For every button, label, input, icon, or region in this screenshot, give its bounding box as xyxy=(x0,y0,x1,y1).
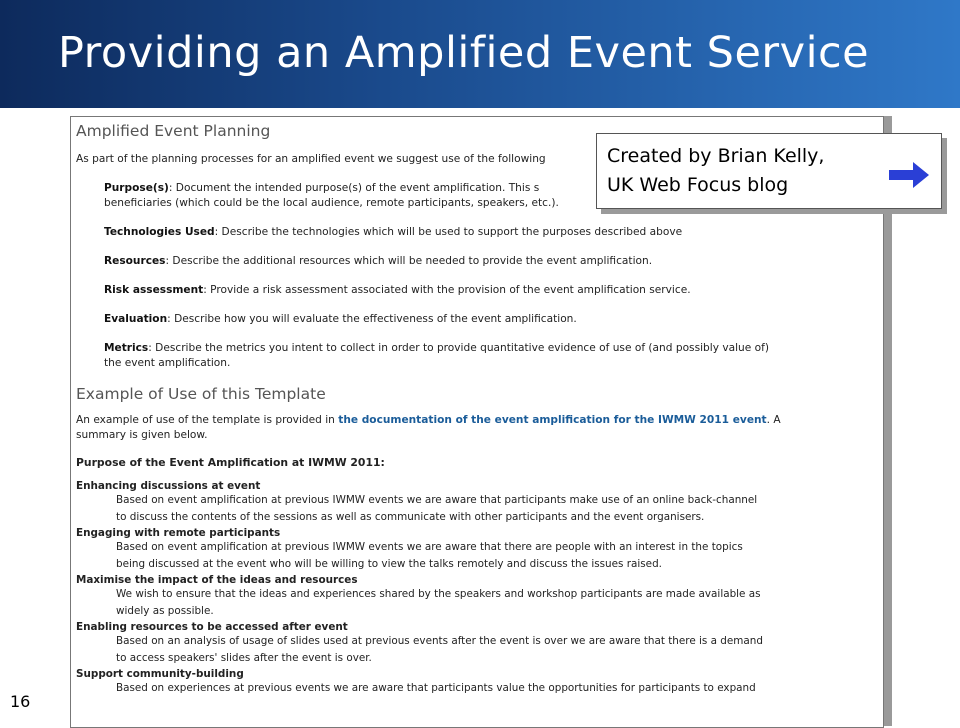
doc-intro: As part of the planning processes for an amplified event we suggest use of the following xyxy=(76,153,546,165)
iwmw-documentation-link[interactable]: the documentation of the event amplification for the IWMW 2011 event xyxy=(338,414,767,426)
purpose-title: Enhancing discussions at event xyxy=(76,480,261,492)
purpose-text: Based on an analysis of usage of slides used at previous events after the event is over we are aware that there is a demand xyxy=(116,635,763,647)
item-text: : Describe how you will evaluate the effectiveness of the event amplification. xyxy=(167,313,577,325)
purpose-text: Based on event amplification at previous IWMW events we are aware that participants make use of an online back-channel xyxy=(116,494,758,506)
doc-heading-purpose: Purpose of the Event Amplification at IWMW 2011: xyxy=(76,456,385,469)
item-label: Risk assessment xyxy=(104,284,204,296)
purpose-text: We wish to ensure that the ideas and experiences shared by the speakers and workshop participants are made available as xyxy=(116,588,761,600)
purpose-section xyxy=(76,667,876,696)
doc-heading-example: Example of Use of this Template xyxy=(76,385,326,403)
purpose-section xyxy=(76,479,876,524)
item-text: : Provide a risk assessment associated with the provision of the event amplification service. xyxy=(203,284,691,296)
example-text: An example of use of the template is provided in xyxy=(76,414,339,426)
purpose-title: Engaging with remote participants xyxy=(76,527,281,539)
purpose-title: Enabling resources to be accessed after event xyxy=(76,621,348,633)
item-label: Evaluation xyxy=(104,313,168,325)
item-text: : Document the intended purpose(s) of the event amplification. This s xyxy=(168,182,540,194)
title-banner xyxy=(0,0,960,108)
purpose-section xyxy=(76,573,876,618)
item-text: : Describe the additional resources which will be needed to provide the event amplification. xyxy=(165,255,653,267)
purpose-text: Based on event amplification at previous IWMW events we are aware that there are people with an interest in the topics xyxy=(116,541,743,553)
purpose-text: Based on experiences at previous events we are aware that participants value the opportunities for participants to expand xyxy=(116,682,756,694)
item-label: Purpose(s) xyxy=(104,182,169,194)
purpose-section xyxy=(76,526,876,571)
item-metrics xyxy=(104,341,876,371)
purpose-text: to discuss the contents of the sessions as well as communicate with other participants and the event organisers. xyxy=(116,510,705,523)
doc-heading-planning: Amplified Event Planning xyxy=(76,122,271,140)
purpose-text: to access speakers' slides after the event is over. xyxy=(116,651,372,664)
item-text: : Describe the metrics you intent to collect in order to provide quantitative evidence of use of (and possibly value of) xyxy=(148,342,769,354)
item-label: Technologies Used xyxy=(104,226,215,238)
purpose-text: being discussed at the event who will be willing to view the talks remotely and discuss the issues raised. xyxy=(116,557,662,570)
example-text-end: . A xyxy=(766,414,781,426)
item-evaluation xyxy=(104,312,876,327)
purpose-title: Maximise the impact of the ideas and resources xyxy=(76,574,358,586)
purpose-title: Support community-building xyxy=(76,668,244,680)
item-text-cont: the event amplification. xyxy=(104,357,231,369)
item-label: Metrics xyxy=(104,342,149,354)
slide-title: Providing an Amplified Event Service xyxy=(58,28,870,78)
item-label: Resources xyxy=(104,255,166,267)
item-text-cont: beneficiaries (which could be the local audience, remote participants, speakers, etc.). xyxy=(104,197,559,209)
right-arrow-icon[interactable] xyxy=(889,162,929,188)
source-callout xyxy=(596,133,942,209)
callout-line-2: UK Web Focus blog xyxy=(607,174,789,196)
callout-text xyxy=(607,142,824,200)
example-text-line2: summary is given below. xyxy=(76,429,208,441)
item-risk xyxy=(104,283,876,298)
purpose-section xyxy=(76,620,876,665)
slide-number: 16 xyxy=(10,692,31,711)
doc-example-paragraph xyxy=(76,413,876,443)
purpose-text: widely as possible. xyxy=(116,604,214,617)
callout-line-1: Created by Brian Kelly, xyxy=(607,145,825,167)
item-technologies xyxy=(104,225,876,240)
item-resources xyxy=(104,254,876,269)
item-text: : Describe the technologies which will be used to support the purposes described above xyxy=(214,226,683,238)
